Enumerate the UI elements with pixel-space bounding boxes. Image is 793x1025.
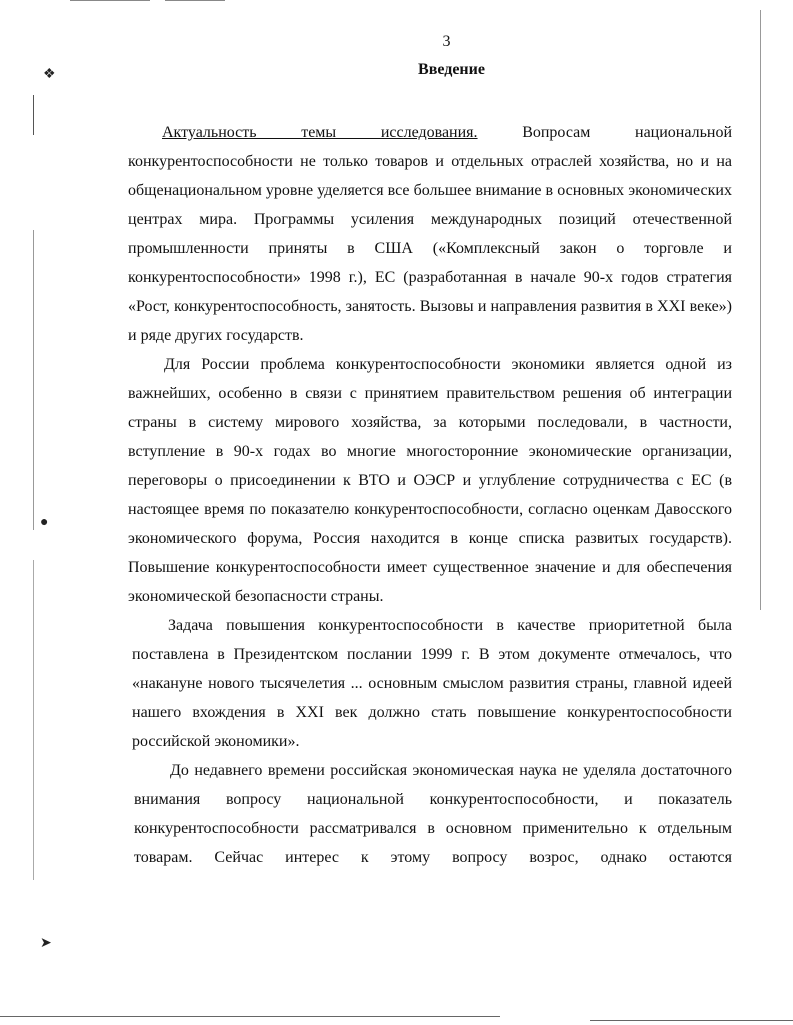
paragraph-russia-competitiveness: Для России проблема конкурентоспособности экономики является одной из важнейших, особенно в связи с принятием правительством решения об интеграции страны в систему мирового хозяйства, за которыми последовали, в частности, вступление в 90-х годах во многие многосторонние экономические организации, переговоры о присоединении к ВТО и ОЭСР и углубление сотрудничества с ЕС (в настоящее время по показателю конкурентоспособности, согласно оценкам Давосского экономического форума, Россия находится в конце списка развитых государств). Повышение конкурентоспособности имеет существенное значение и для обеспечения экономической безопасности страны. [128, 356, 732, 605]
scan-margin-line [33, 560, 34, 880]
page-title: Введение [418, 61, 485, 78]
scan-top-rule [70, 0, 150, 1]
scan-margin-line [33, 95, 34, 135]
punch-hole-mark: ❖ [43, 67, 56, 82]
topic-label: Актуальность темы исследования. [162, 124, 478, 141]
scan-bottom-rule [0, 1016, 500, 1017]
paragraph-presidential-address: Задача повышения конкурентоспособности в качестве приоритетной была поставлена в Президентском послании 1999 г. В этом документе отмечалось, что «накануне нового тысячелетия ... основным смыслом развития страны, главной идеей нашего вхождения в XXI век должно стать повышение конкурентоспособности российской экономики». [132, 617, 732, 750]
paragraph-text: Вопросам национальной конкурентоспособности не только товаров и отдельных отраслей хозяйства, но и на общенациональном уровне уделяется все большее внимание в основных экономических центрах мира. Программы усиления международных позиций отечественной промышленности приняты в США («Комплексный закон о торговле и конкурентоспособности» 1998 г.), ЕС (разработанная в начале 90-х годов стратегия «Рост, конкурентоспособность, занятость. Вызовы и направления развития в XXI веке») и ряде других государств. [128, 124, 732, 344]
scan-margin-line [33, 230, 34, 530]
paragraph-economic-science: До недавнего времени российская экономическая наука не уделяла достаточного внимания вопросу национальной конкурентоспособности, и показатель конкурентоспособности рассматривался в основном применительно к отдельным товарам. Сейчас интерес к этому вопросу возрос, однако остаются [134, 762, 732, 866]
scan-bottom-rule-2 [590, 1020, 793, 1021]
scan-right-line [760, 10, 761, 610]
paragraph-relevance [128, 118, 732, 350]
scan-top-rule-2 [165, 0, 225, 1]
page-number: 3 [442, 33, 451, 50]
document-body [128, 118, 732, 872]
punch-hole-mark: ● [40, 515, 49, 530]
punch-hole-mark: ➤ [40, 936, 52, 951]
